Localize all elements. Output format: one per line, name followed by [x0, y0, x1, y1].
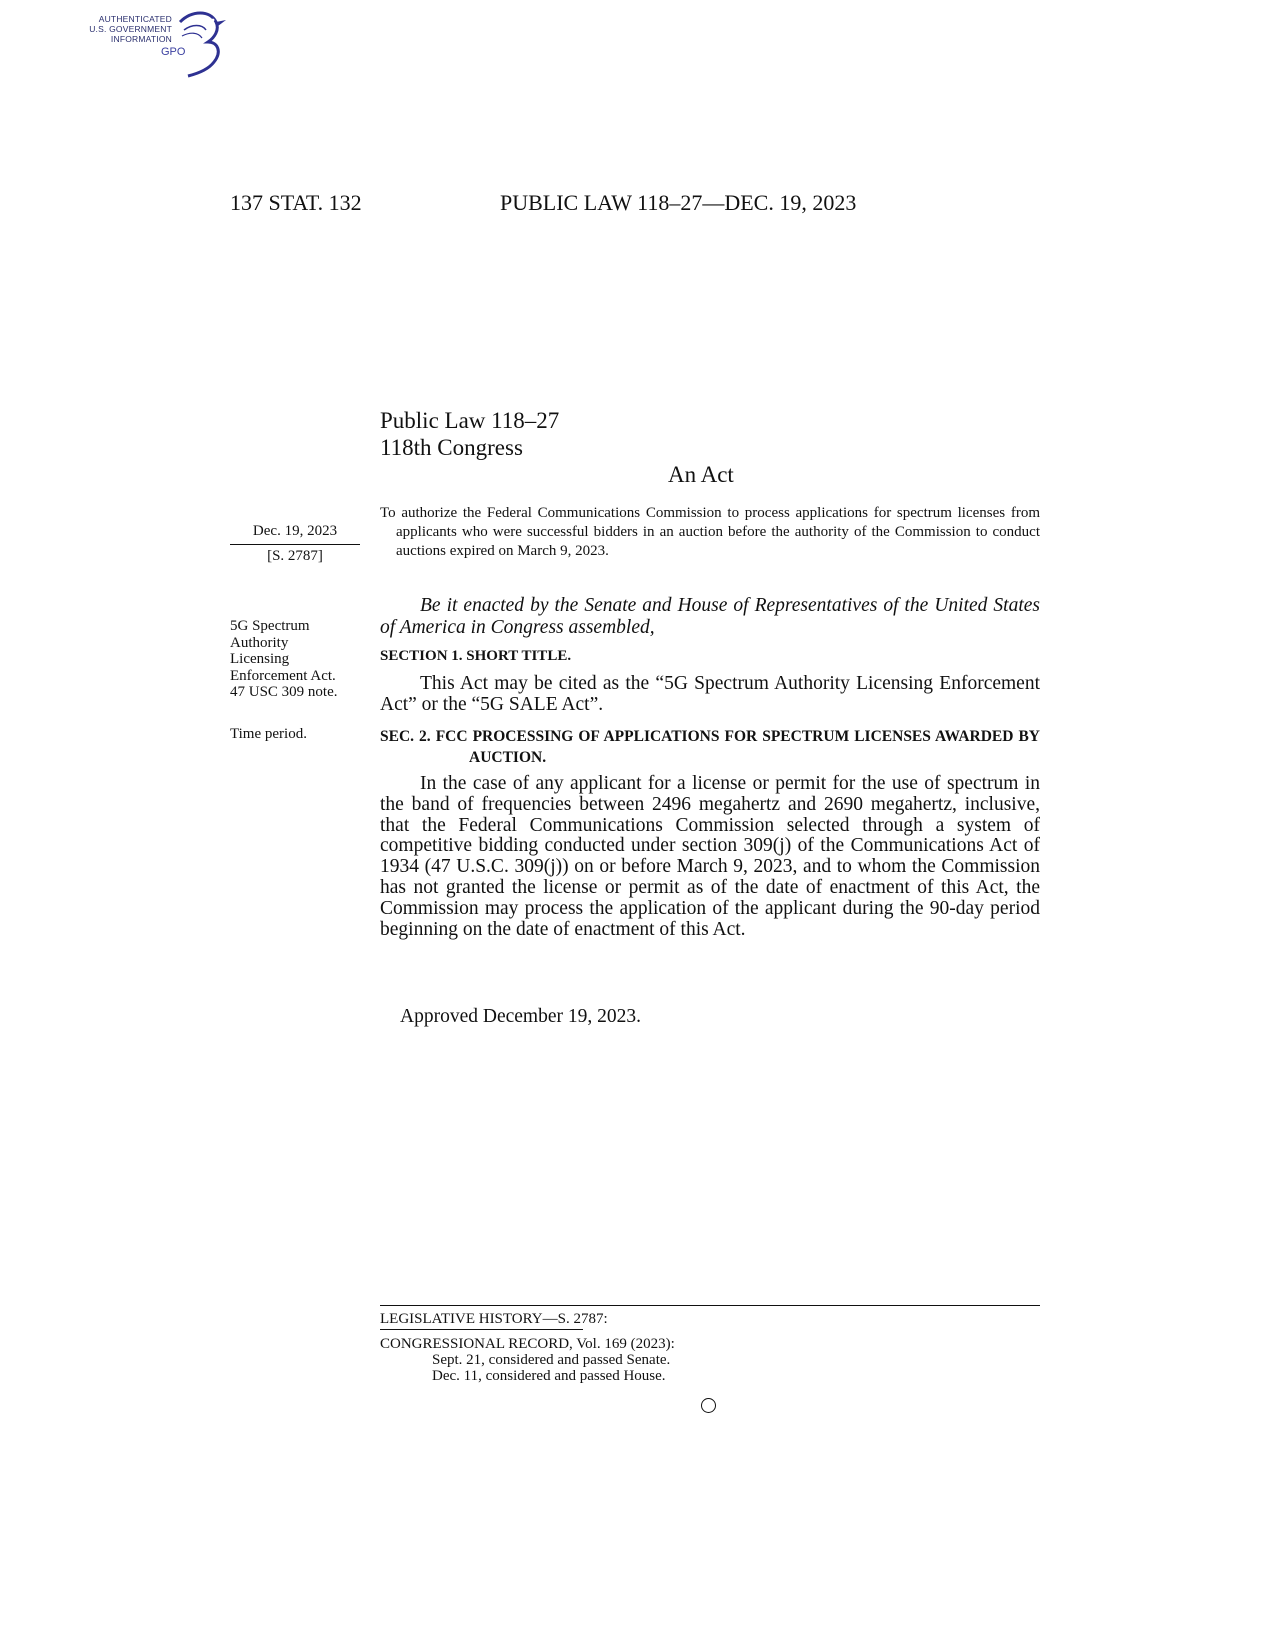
seal-line-1: AUTHENTICATED [98, 14, 172, 24]
section-1-body: This Act may be cited as the “5G Spectrum Authority Licensing Enforcement Act” or the “5G SALE Act”. [380, 673, 1040, 715]
seal-gpo-text: GPO [161, 46, 186, 58]
margin-date: Dec. 19, 2023 [252, 523, 338, 539]
act-heading: An Act [668, 462, 734, 487]
purpose-statement: To authorize the Federal Communications Commission to process applications for spectrum licenses from applicants who were successful bidders in an auction before the authority of the Commission to conduct auctions expired on March 9, 2023. [380, 505, 1040, 559]
side-note-time-period: Time period. [230, 726, 307, 742]
legislative-action: Sept. 21, considered and passed Senate. [432, 1352, 671, 1368]
end-of-document-mark [701, 1398, 716, 1413]
public-law-number: Public Law 118–27 [380, 408, 560, 433]
legislative-action: Dec. 11, considered and passed House. [432, 1368, 666, 1384]
running-head-title: PUBLIC LAW 118–27—DEC. 19, 2023 [500, 190, 857, 215]
margin-divider [230, 544, 360, 545]
seal-line-3: INFORMATION [110, 34, 172, 44]
gpo-authentication-seal [89, 8, 232, 78]
side-note-line: Licensing [230, 651, 290, 667]
footer-divider [380, 1305, 1040, 1306]
section-2-heading: SEC. 2. FCC PROCESSING OF APPLICATIONS FOR SPECTRUM LICENSES AWARDED BY AUCTION. [380, 728, 1040, 766]
margin-bill-number: [S. 2787] [267, 548, 323, 564]
section-2-body: In the case of any applicant for a license or permit for the use of spectrum in the band of frequencies between 2496 megahertz and 2690 megahertz, inclusive, that the Federal Communications Commission selected through a system of competitive bidding conducted under section 309(j) of the Communications Act of 1934 (47 U.S.C. 309(j)) on or before March 9, 2023, and to whom the Commission has not granted the license or permit as of the date of enactment of this Act, the Commission may process the application of the applicant during the 90-day period beginning on the date of enactment of this Act. [380, 773, 1040, 940]
enacting-clause: Be it enacted by the Senate and House of Representatives of the United States of America in Congress assembled, [380, 595, 1040, 638]
legislative-history-underline [380, 1329, 583, 1330]
approval-date: Approved December 19, 2023. [400, 1006, 641, 1027]
seal-line-2: U.S. GOVERNMENT [89, 24, 172, 34]
side-note-line: Enforcement Act. [230, 667, 336, 684]
side-note-line: 47 USC 309 note. [230, 684, 338, 700]
legislative-history-heading: LEGISLATIVE HISTORY—S. 2787: [380, 1311, 608, 1327]
running-head-page-cite: 137 STAT. 132 [230, 190, 362, 215]
section-1-heading: SECTION 1. SHORT TITLE. [380, 648, 572, 664]
side-note-short-title [230, 618, 365, 701]
congressional-record-cite: CONGRESSIONAL RECORD, Vol. 169 (2023): [380, 1336, 675, 1352]
law-title-block [380, 407, 559, 461]
congress-number: 118th Congress [380, 435, 523, 460]
side-note-line: Authority [230, 634, 289, 651]
eagle-icon [170, 8, 232, 78]
side-note-line: 5G Spectrum [230, 618, 310, 634]
